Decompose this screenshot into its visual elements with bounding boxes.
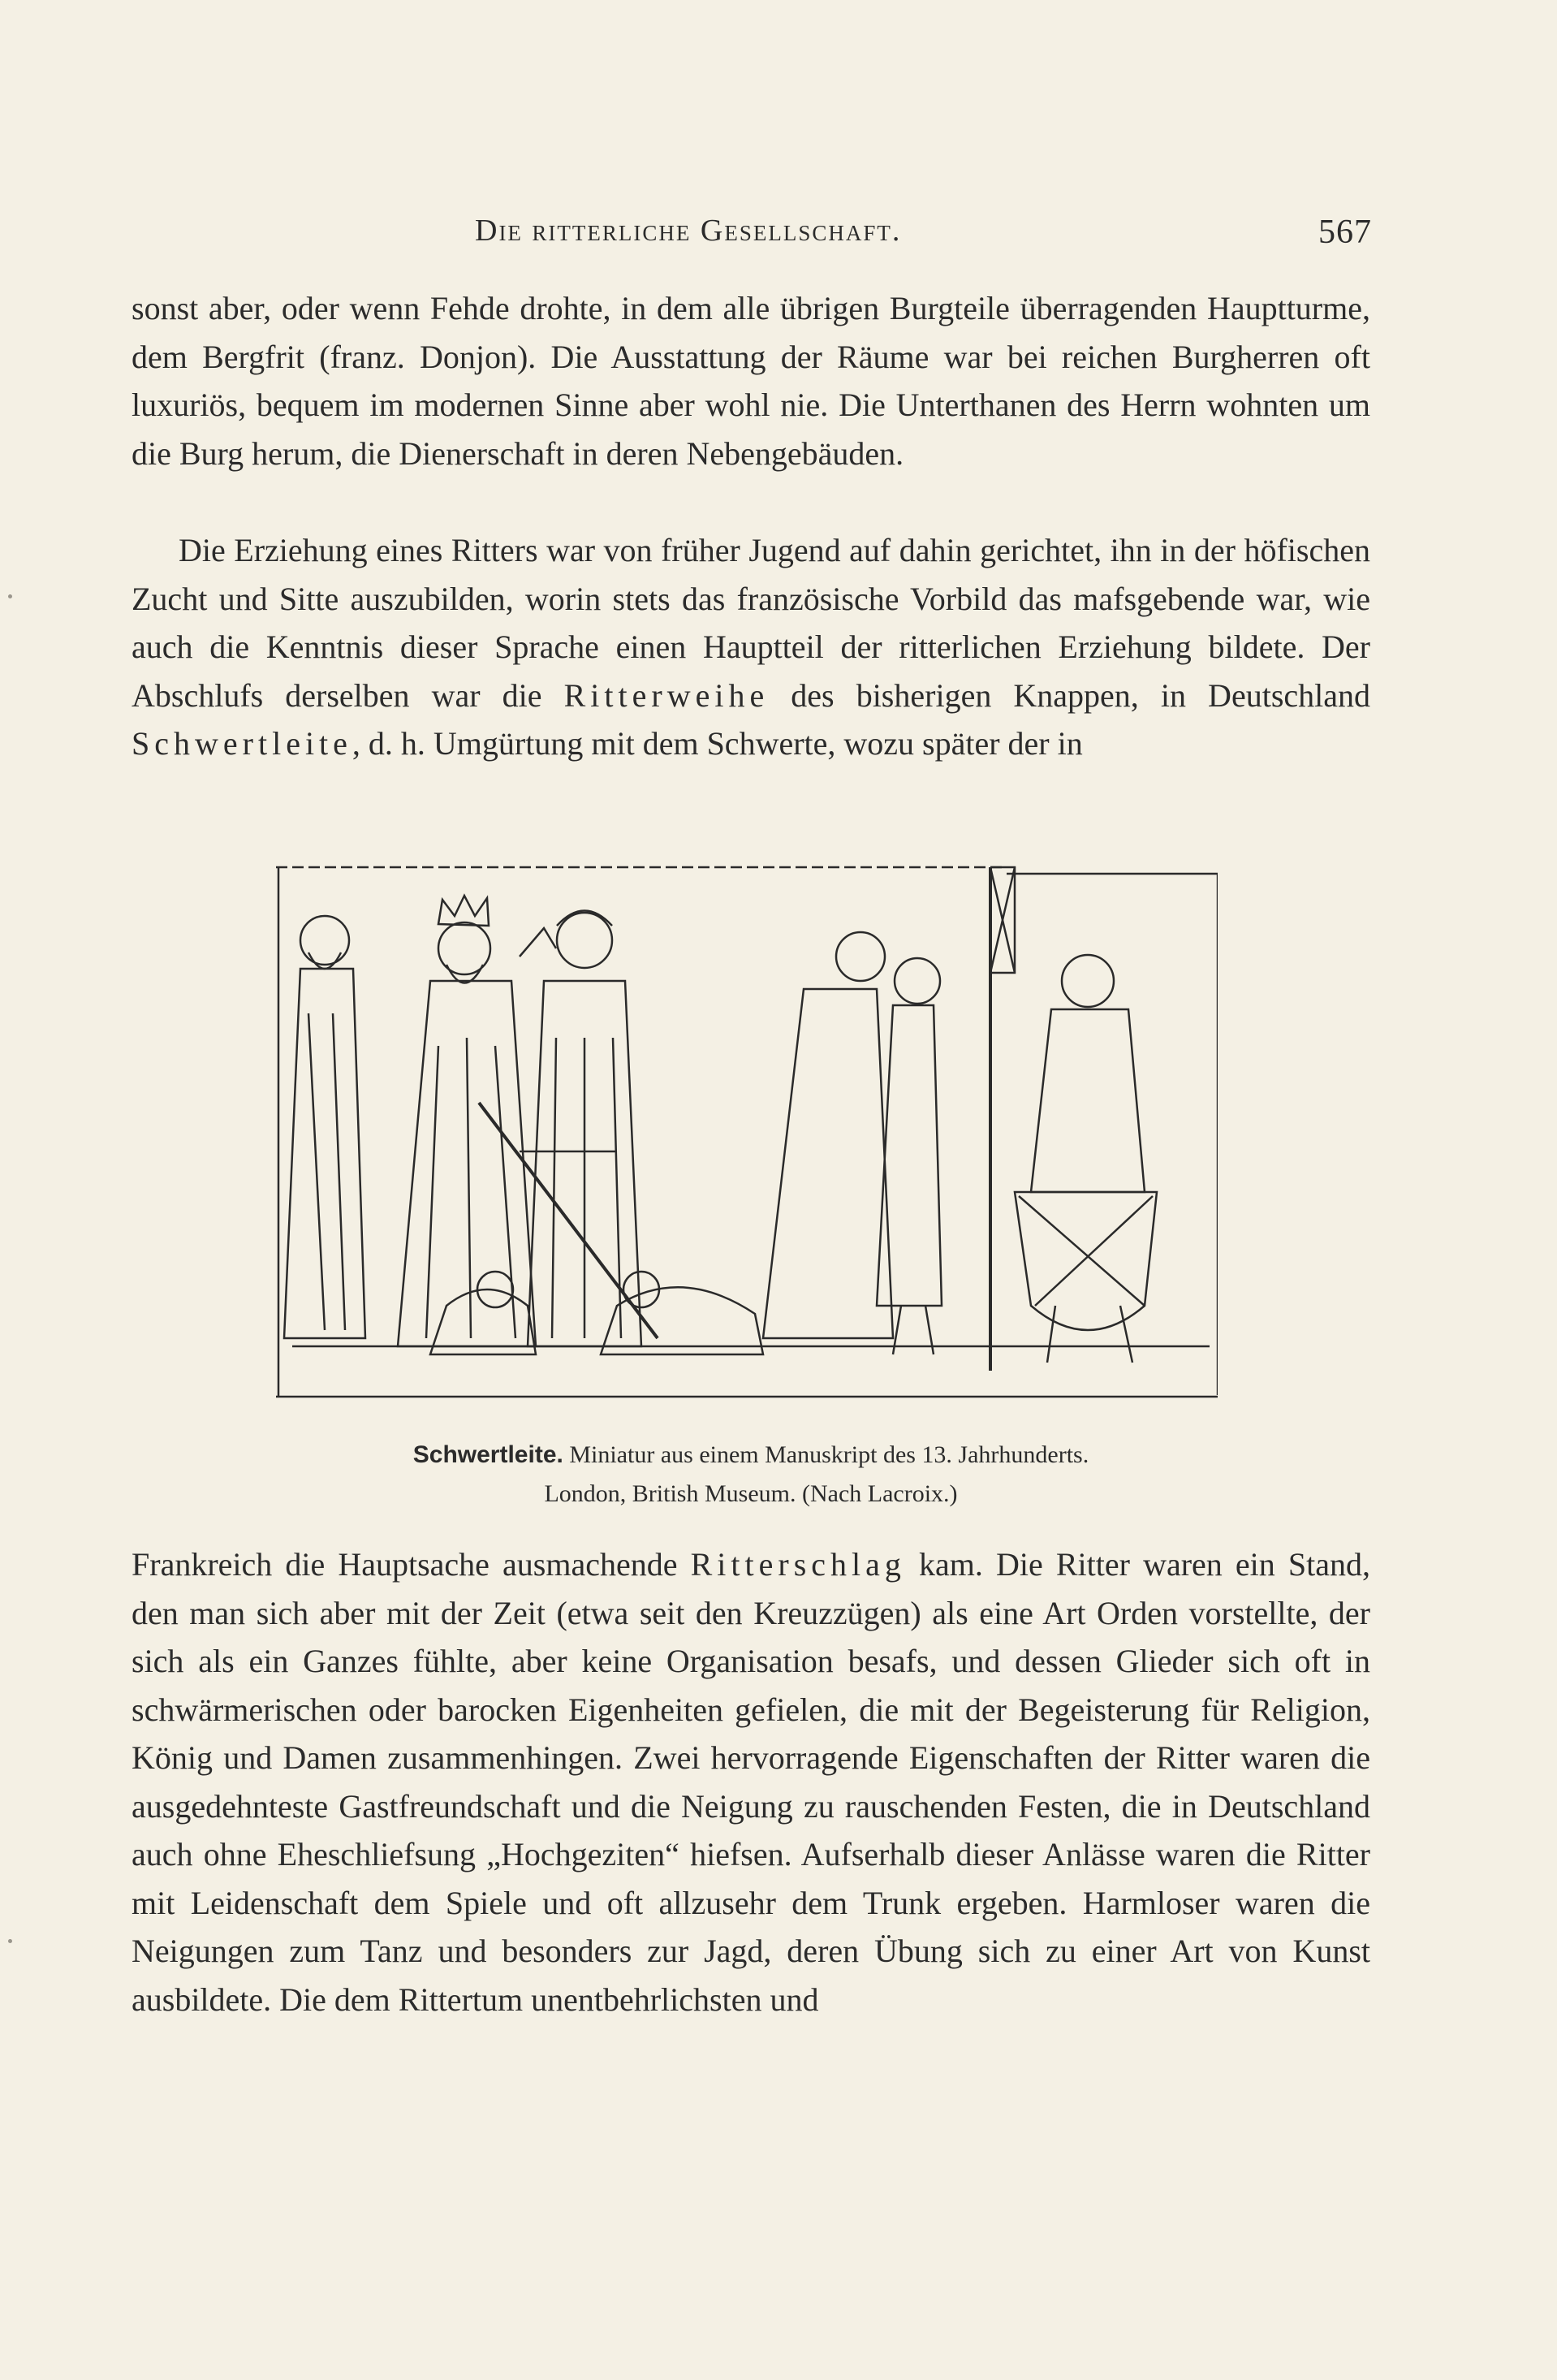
term-ritterweihe: Ritterweihe (563, 676, 770, 714)
figure-kneeling-squires (430, 1272, 763, 1354)
paragraph-1: sonst aber, oder wenn Fehde drohte, in dem alle übrigen Burgteile überragenden Hauptturme, dem Bergfrit (franz. Donjon). Die Ausstattung der Räume war bei reichen Burgherren oft luxuriös, bequem im modernen Sinne aber wohl nie. Die Unterthanen des Herrn wohnten um die Burg herum, die Dienerschaft in deren Nebengebäuden. (132, 290, 1370, 472)
paragraph-3-text-b: kam. Die Ritter waren ein Stand, den man sich aber mit der Zeit (etwa seit den Kreuzzügen) als eine Art Orden vorstellte, der sich als ein Ganzes fühlte, aber keine Organisation besafs, und dessen Glieder sich oft in schwärmerischen oder barocken Eigenheiten gefielen, die mit der Begeisterung für Religion, König und Damen zusammenhingen. Zwei hervorragende Eigenschaften der Ritter waren die ausgedehnteste Gastfreundschaft und die Neigung zu rauschenden Festen, die in Deutschland auch ohne Eheschliefsung „Hochgeziten“ hiefsen. Aufserhalb dieser Anlässe waren die Ritter mit Leidenschaft dem Spiele und oft allzusehr dem Trunk ergeben. Harmloser waren die Neigungen zum Tanz und besonders zur Jagd, deren Übung sich zu einer Art von Kunst ausbildete. Die dem Rittertum unentbehrlichsten und (132, 1546, 1371, 2018)
paragraph-2-text-b: des bisherigen Knappen, in Deutschland (791, 676, 1370, 714)
miniature-illustration (276, 851, 1218, 1403)
paragraph-3-text-a: Frankreich die Hauptsache ausmachende (132, 1546, 678, 1583)
figure-young-man (520, 911, 641, 1347)
term-schwertleite: Schwertleite (132, 725, 352, 762)
figure-bearded-man (284, 916, 365, 1338)
paper-speck (8, 594, 12, 598)
figure-embracing-knights (763, 932, 942, 1354)
paragraph-2-text-c: , d. h. Umgürtung mit dem Schwerte, wozu später der in (352, 725, 1083, 762)
caption-text-1: Miniatur aus einem Manuskript des 13. Jahrhunderts. (569, 1441, 1089, 1468)
page-number: 567 (1318, 214, 1372, 251)
paragraph-2 (132, 526, 1370, 768)
knighting-scene-drawing (276, 851, 1218, 1403)
paper-speck (8, 1939, 12, 1943)
term-ritterschlag: Ritterschlag (690, 1546, 906, 1583)
figure-caption-line-1 (130, 1436, 1372, 1475)
paragraph-2-text-a: Die Erziehung eines Ritters war von früher Jugend auf dahin gerichtet, ihn in der höfischen Zucht und Sitte auszubilden, worin stets das französische Vorbild das mafsgebende war, wie auch die Kenntnis dieser Sprache einen Hauptteil der ritterlichen Erziehung bildete. Der Abschlufs derselben war die (132, 532, 1370, 714)
banner-pole (990, 867, 1015, 1371)
figure-king (398, 896, 536, 1346)
paragraph-3 (132, 1540, 1370, 2024)
running-title: Die ritterliche Gesellschaft. (475, 214, 902, 248)
figure-caption-line-2 (130, 1475, 1372, 1514)
caption-text-2: London, British Museum. (Nach Lacroix.) (544, 1480, 958, 1507)
figure-shield-bearer (1015, 955, 1157, 1363)
caption-title: Schwertleite. (412, 1441, 563, 1468)
